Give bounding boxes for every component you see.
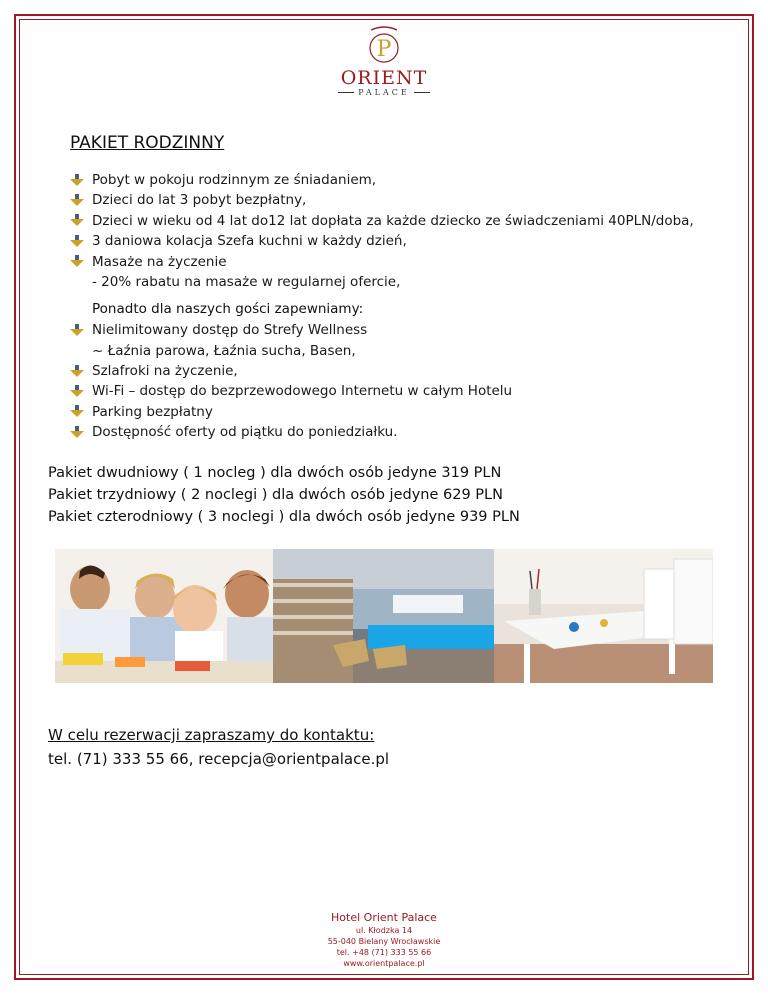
list-item [70,231,740,251]
down-arrow-bullet-icon [70,194,84,207]
package-price-line: Pakiet trzydniowy ( 2 noclegi ) dla dwóch osób jedyne 629 PLN [48,487,503,503]
footer-address-line-2: 55-040 Bielany Wrocławskie [327,937,441,946]
hotel-logo [334,26,434,97]
footer [0,911,768,969]
down-arrow-bullet-icon [70,365,84,378]
logo-name: ORIENT [340,67,428,89]
list-item [70,211,740,231]
footer-hotel-name: Hotel Orient Palace [331,911,437,924]
down-arrow-bullet-icon [70,405,84,418]
footer-phone: tel. +48 (71) 333 55 66 [336,948,432,957]
list-item [70,252,740,272]
footer-address-line-1: ul. Kłodzka 14 [355,926,413,935]
list-item-text: Masaże na życzenie [92,253,227,270]
down-arrow-bullet-icon [70,426,84,439]
wellness-note: ~ Łaźnia parowa, Łaźnia sucha, Basen, [92,343,356,359]
logo-subtitle: PALACE [334,88,434,97]
down-arrow-bullet-icon [70,255,84,268]
offer-title: PAKIET RODZINNY [70,133,225,153]
kids-play-room-photo [494,549,713,683]
list-item [70,361,740,381]
contact-heading: W celu rezerwacji zapraszamy do kontaktu: [48,726,375,744]
offer-list-top [70,170,740,272]
family-breakfast-photo [55,549,273,683]
list-item: Nielimitowany dostęp do Strefy Wellness [70,320,740,340]
list-item [70,170,740,190]
list-item-text: Wi-Fi – dostęp do bezprzewodowego Internetu w całym Hotelu [92,383,513,400]
list-item-text: Dzieci w wieku od 4 lat do12 lat dopłata za każde dziecko ze świadczeniami 40PLN/doba, [92,212,694,229]
list-item [70,190,740,210]
down-arrow-bullet-icon [70,385,84,398]
down-arrow-bullet-icon [70,214,84,227]
package-price-line: Pakiet dwudniowy ( 1 nocleg ) dla dwóch osób jedyne 319 PLN [48,465,502,481]
contact-details[interactable]: tel. (71) 333 55 66, recepcja@orientpalace.pl [48,750,390,768]
list-item-text: Szlafroki na życzenie, [92,363,238,379]
offer-list-wellness [70,320,740,340]
list-item-text: Dzieci do lat 3 pobyt bezpłatny, [92,192,307,209]
photo-strip [55,549,713,683]
list-item [70,381,740,401]
down-arrow-bullet-icon [70,235,84,248]
list-item-text: Pobyt w pokoju rodzinnym ze śniadaniem, [92,172,377,188]
list-item-text: Parking bezpłatny [92,403,213,420]
down-arrow-bullet-icon [70,324,84,337]
list-item [70,422,740,442]
list-item [70,402,740,422]
footer-website-link[interactable]: www.orientpalace.pl [343,959,425,968]
list-item-text: 3 daniowa kolacja Szefa kuchni w każdy dzień, [92,233,407,250]
svg-text:P: P [376,37,392,62]
extras-heading: Ponadto dla naszych gości zapewniamy: [92,301,364,317]
package-prices [48,462,520,528]
package-price-line: Pakiet czterodniowy ( 3 noclegi ) dla dwóch osób jedyne 939 PLN [48,509,520,525]
down-arrow-bullet-icon [70,174,84,187]
pool-wellness-photo [273,549,494,683]
offer-list-bottom [70,361,740,443]
massage-discount-note: - 20% rabatu na masaże w regularnej ofercie, [92,274,401,290]
logo-monogram-icon [363,26,405,68]
list-item-text: Dostępność oferty od piątku do poniedziałku. [92,424,398,441]
